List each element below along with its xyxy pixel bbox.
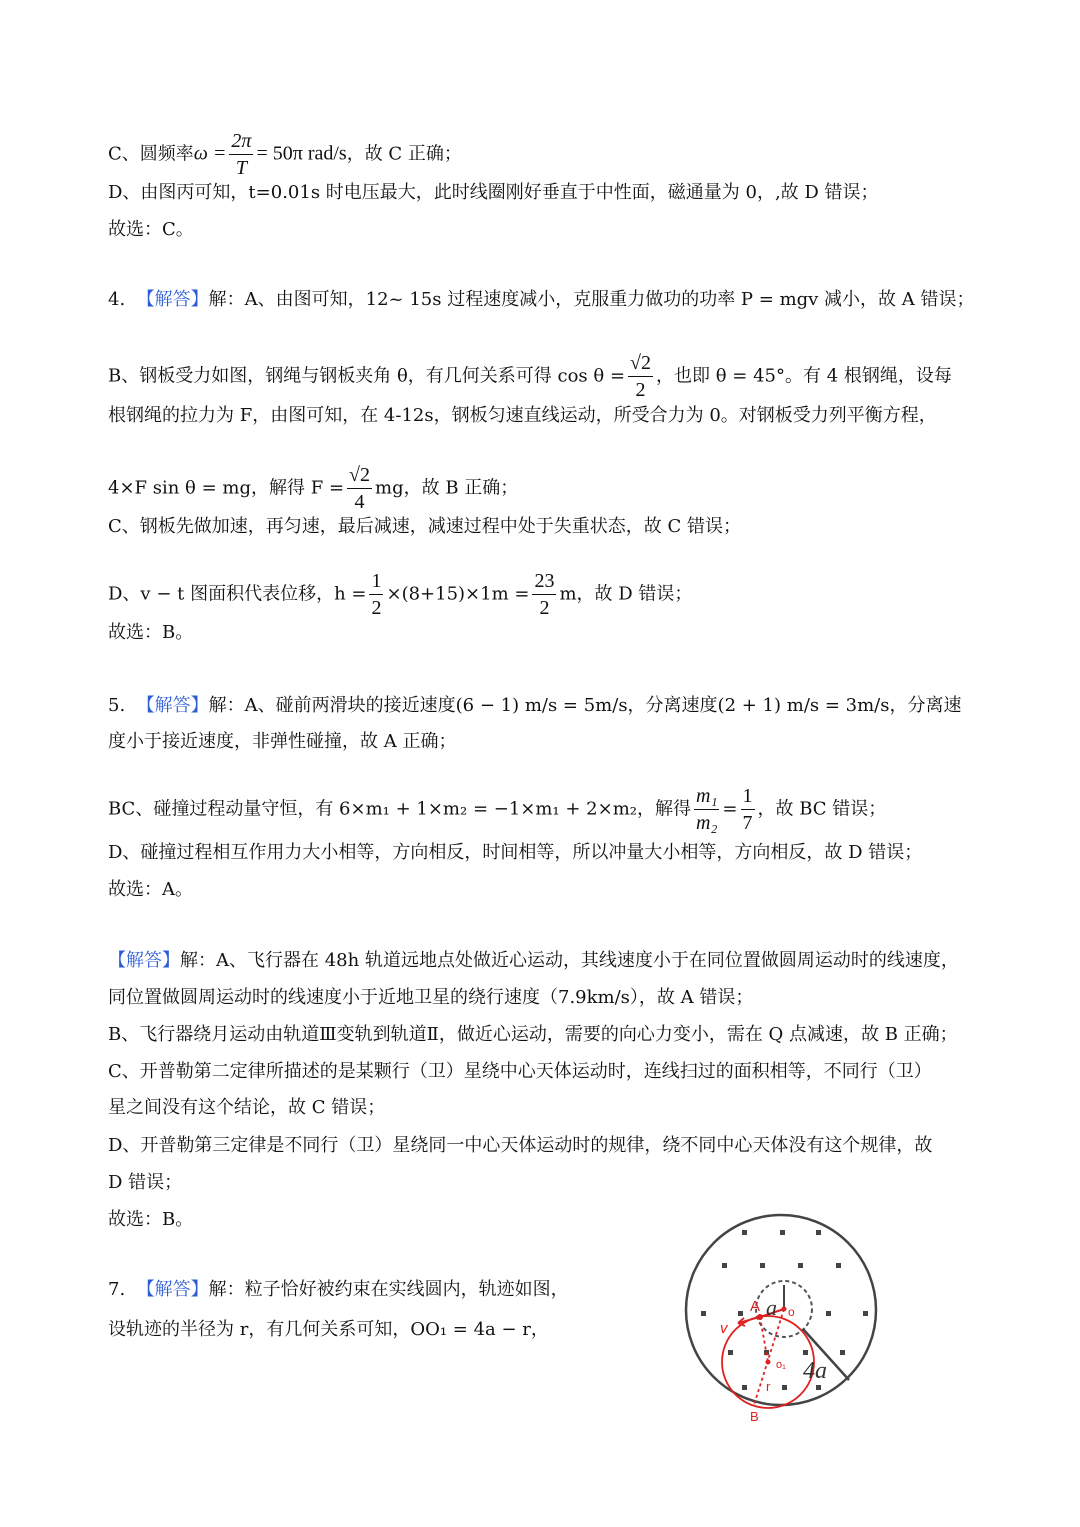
fraction (369, 568, 383, 621)
text: C、圆频率 (108, 143, 194, 165)
math: ω = (193, 142, 227, 165)
answer-tag: 【解答】 (136, 695, 209, 716)
q6-line2: 同位置做圆周运动时的线速度小于近地卫星的绕行速度（7.9km/s），故 A 错误； (108, 987, 754, 1008)
fraction (347, 462, 372, 515)
label-o1: o₁ (776, 1359, 786, 1371)
text: ，故 C 正确； (346, 143, 462, 165)
q3-option-d: D、由图丙可知，t=0.01s 时电压最大，此时线圈刚好垂直于中性面，磁通量为 0，,故 D 错误； (108, 182, 879, 203)
text: BC、碰撞过程动量守恒，有 6×m₁ + 1×m₂ = −1×m₁ + 2×m₂，解得 (108, 798, 691, 820)
q7-line2: 设轨迹的半径为 r，有几何关系可知，OO₁ = 4a − r， (108, 1319, 549, 1340)
q7-line1 (108, 1278, 569, 1302)
answer-tag: 【解答】 (136, 289, 209, 310)
question-number: 4. (108, 289, 126, 310)
denominator: 2 (628, 376, 653, 403)
label-v: v (720, 1320, 728, 1337)
text: mg，故 B 正确； (375, 477, 519, 499)
question-number: 5. (108, 695, 126, 716)
numerator: √2 (630, 352, 652, 374)
q6-line7: D 错误； (108, 1172, 183, 1193)
label-4a: 4a (803, 1358, 827, 1384)
text: 解：A、碰前两滑块的接近速度(6 − 1) m/s = 5m/s，分离速度(2 + 1) m/s = 3m/s，分离速 (208, 695, 962, 716)
numerator: 2π (231, 130, 252, 152)
text: 解：A、由图可知，12~ 15s 过程速度减小，克服重力做功的功率 P = mgv 减小，故 A 错误； (208, 289, 975, 310)
q4-line1 (108, 288, 975, 312)
numerator: m₁ (696, 785, 718, 807)
text: = (722, 798, 738, 820)
q5-option-d: D、碰撞过程相互作用力大小相等，方向相反，时间相等，所以冲量大小相等，方向相反，故 D 错误； (108, 842, 923, 863)
q6-line5: 星之间没有这个结论，故 C 错误； (108, 1097, 386, 1118)
q4-option-b (108, 350, 952, 403)
text: B、钢板受力如图，钢绳与钢板夹角 θ，有几何关系可得 cos θ = (108, 365, 626, 387)
text: D、v − t 图面积代表位移，h = (108, 583, 367, 605)
math: = 50π rad/s (256, 142, 347, 165)
numerator: 23 (534, 570, 555, 592)
text: ×(8+15)×1m = (386, 583, 530, 605)
q4-option-d (108, 568, 692, 621)
text: 4×F sin θ = mg，解得 F = (108, 477, 345, 499)
answer-tag: 【解答】 (136, 1279, 209, 1300)
q6-answer: 故选：B。 (108, 1209, 194, 1230)
q4-equation (108, 462, 518, 515)
magnetic-field-trajectory-figure (670, 1205, 890, 1425)
q4-line3: 根钢绳的拉力为 F，由图可知，在 4-12s，钢板匀速直线运动，所受合力为 0。对钢板受力列平衡方程， (108, 405, 937, 426)
fraction (628, 350, 653, 403)
denominator: 7 (741, 809, 755, 836)
fraction (229, 128, 253, 181)
denominator: 2 (532, 594, 556, 621)
label-o: o (788, 1305, 795, 1319)
label-r: r (766, 1379, 771, 1394)
question-number: 7. (108, 1279, 126, 1300)
denominator: 2 (369, 594, 383, 621)
text: 解：粒子恰好被约束在实线圆内，轨迹如图， (208, 1279, 569, 1300)
denominator: 4 (347, 488, 372, 515)
text: m，故 D 错误； (559, 583, 693, 605)
numerator: 1 (371, 570, 382, 592)
q4-answer: 故选：B。 (108, 622, 194, 643)
fraction (694, 783, 719, 836)
q6-line3: B、飞行器绕月运动由轨道Ⅲ变轨到轨道Ⅱ，做近心运动，需要的向心力变小，需在 Q 点减速，故 B 正确； (108, 1024, 958, 1045)
q5-answer: 故选：A。 (108, 879, 193, 900)
q5-line1 (108, 694, 961, 718)
q5-line2: 度小于接近速度，非弹性碰撞，故 A 正确； (108, 731, 457, 752)
q4-option-c: C、钢板先做加速，再匀速，最后减速，减速过程中处于失重状态，故 C 错误； (108, 516, 741, 537)
answer-tag: 【解答】 (108, 950, 180, 971)
q6-line1 (108, 949, 959, 973)
q6-line6: D、开普勒第三定律是不同行（卫）星绕同一中心天体运动时的规律，绕不同中心天体没有这个规律，故 (108, 1135, 933, 1156)
q6-line4: C、开普勒第二定律所描述的是某颗行（卫）星绕中心天体运动时，连线扫过的面积相等，不同行（卫） (108, 1061, 932, 1082)
denominator: T (229, 154, 253, 181)
numerator: √2 (349, 464, 371, 486)
label-a-radius: a (766, 1295, 777, 1320)
denominator: m₂ (694, 809, 719, 836)
fraction (741, 783, 755, 836)
text: ，也即 θ = 45°。有 4 根钢绳，设每 (656, 365, 952, 387)
text: ，故 BC 错误； (757, 798, 887, 820)
label-a-point: A (750, 1298, 761, 1315)
q3-option-c (108, 128, 462, 181)
label-b: B (750, 1409, 759, 1424)
numerator: 1 (742, 785, 753, 807)
text: 解：A、飞行器在 48h 轨道远地点处做近心运动，其线速度小于在同位置做圆周运动时的线速度， (180, 950, 959, 971)
q5-option-bc (108, 783, 886, 836)
q3-answer: 故选：C。 (108, 219, 194, 240)
fraction (532, 568, 556, 621)
